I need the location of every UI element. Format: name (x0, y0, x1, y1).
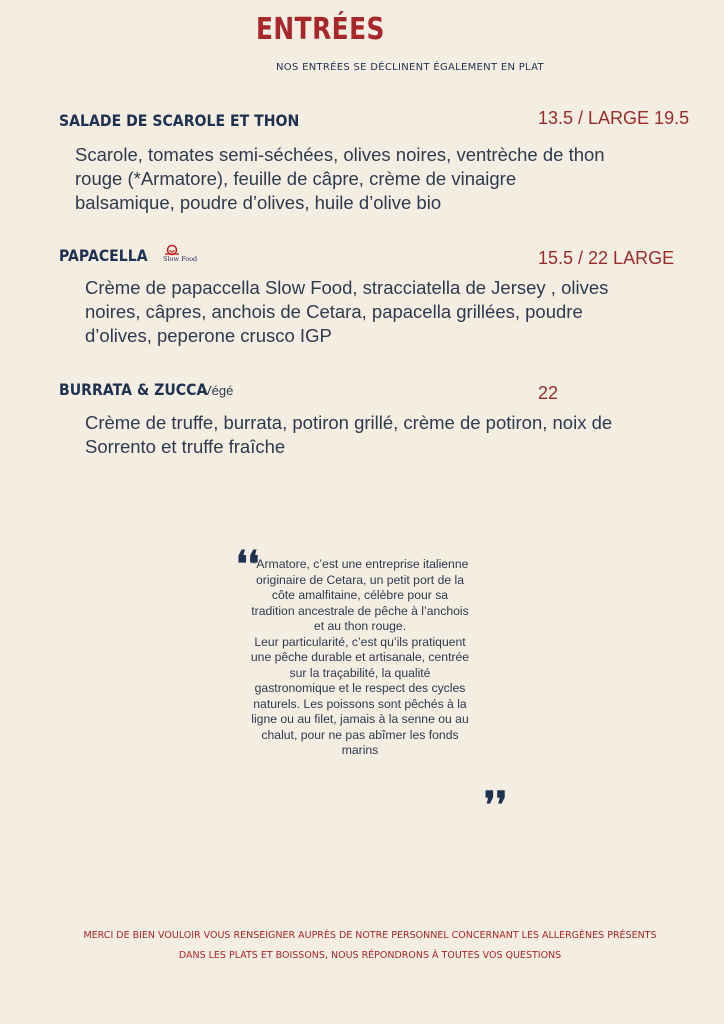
dish-price-salade: 13.5 / LARGE 19.5 (538, 108, 690, 128)
vege-tag: Végé (203, 383, 234, 398)
dish-name-salade: SALADE DE SCAROLE ET THON (59, 111, 300, 130)
dish-price-papacella: 15.5 / 22 LARGE (538, 248, 675, 268)
allergen-footer: MERCI DE BIEN VOULOIR VOUS RENSEIGNER AUPRÈS DE NOTRE PERSONNEL CONCERNANT LES ALLERGÈNES PRÉSENTS DANS LES PLATS ET BOISSONS, NOUS RÉPONDRONS À TOUTES VOS QUESTIONS (83, 930, 657, 961)
dish-description-papacella: Crème de papaccella Slow Food, stracciatella de Jersey , olives noires, câpres, anchois de Cetara, papacella grillées, poudre d’olives, peperone crusco IGP (85, 277, 609, 346)
dish-name-papacella: PAPACELLA (59, 246, 148, 265)
snail-icon (162, 244, 204, 262)
open-quote-icon: ❛❛ (236, 543, 260, 585)
close-quote-icon: ❜❜ (484, 784, 508, 826)
note-paragraph-1: *Armatore, c’est une entreprise italienne originaire de Cetara, un petit port de la côte amalfitaine, célèbre pour sa tradition ancestrale de pêche à l’anchois et au thon rouge. (251, 557, 469, 633)
slow-food-logo (162, 244, 204, 267)
armatore-note (250, 557, 470, 759)
svg-text:Slow Food: Slow Food (162, 255, 197, 262)
page-title: ENTRÉES (256, 12, 385, 47)
dish-description-burrata: Crème de truffe, burrata, potiron grillé, crème de potiron, noix de Sorrento et truffe fraîche (85, 412, 613, 457)
dish-name-burrata: BURRATA & ZUCCA (59, 380, 208, 399)
page-subtitle: NOS ENTRÉES SE DÉCLINENT ÉGALEMENT EN PLAT (276, 62, 544, 73)
dish-description-salade: Scarole, tomates semi-séchées, olives noires, ventrèche de thon rouge (*Armatore), feuille de câpre, crème de vinaigre balsamique, poudre d’olives, huile d’olive bio (75, 144, 605, 213)
note-paragraph-2: Leur particularité, c’est qu’ils pratiquent une pêche durable et artisanale, centrée sur la traçabilité, la qualité gastronomique et le respect des cycles naturels. Les poissons sont pêchés à la ligne ou au filet, jamais à la senne ou au chalut, pour ne pas abîmer les fonds marins (250, 634, 470, 757)
dish-price-burrata: 22 (538, 383, 559, 403)
dish-header-papacella (59, 244, 204, 267)
